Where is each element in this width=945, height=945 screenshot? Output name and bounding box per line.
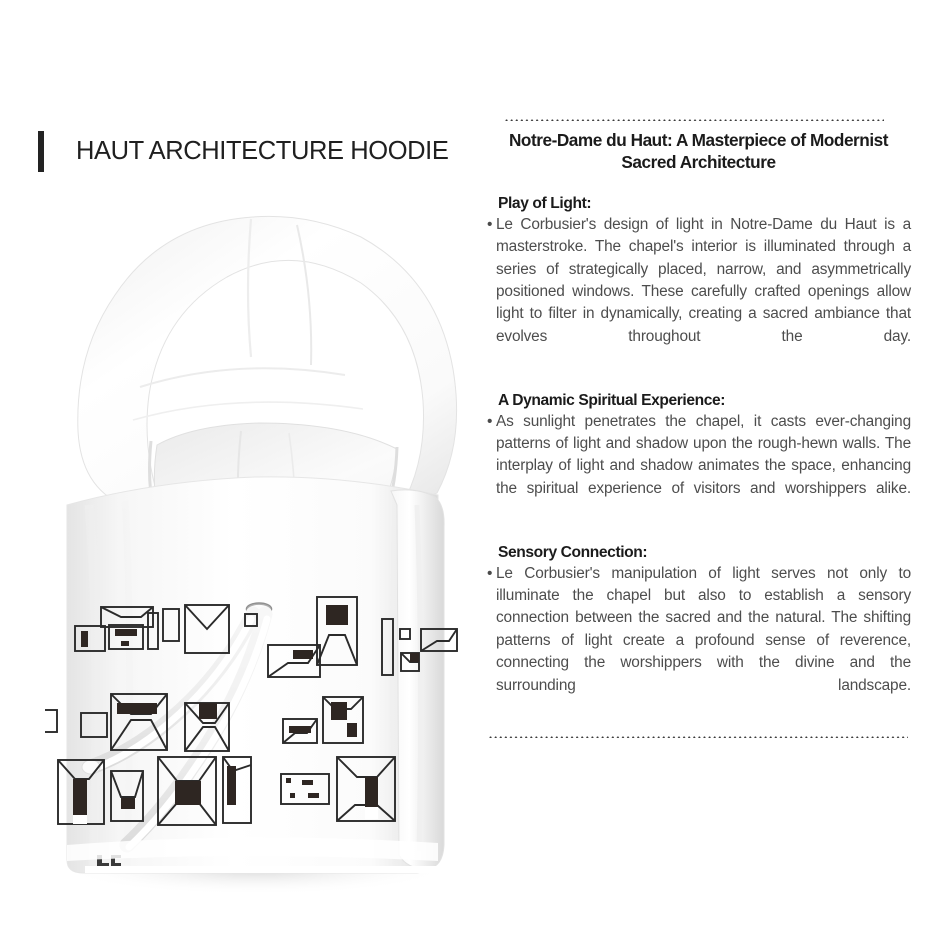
product-image-column xyxy=(0,0,472,945)
bullet-icon: • xyxy=(487,412,493,430)
bullet-icon: • xyxy=(487,215,493,233)
top-dotted-divider xyxy=(504,118,884,121)
product-description-column xyxy=(486,118,911,738)
hoodie-product-photo[interactable] xyxy=(45,205,460,895)
section-title: A Dynamic Spiritual Experience: xyxy=(498,391,726,409)
hoodie-illustration xyxy=(45,205,460,895)
section-body: Le Corbusier's manipulation of light serves not only to illuminate the chapel but also to establish a sensory connection between the sacred and the natural. The shifting patterns of light create a profound sense of reverence, connecting the worshippers with the divine and the surrounding landscape. xyxy=(496,564,911,694)
section-body: Le Corbusier's design of light in Notre-Dame du Haut is a masterstroke. The chapel's interior is illuminated through a series of strategically placed, narrow, and asymmetrically positioned windows. These carefully crafted openings allow light to filter in dynamically, creating a sacred ambiance that evolves throughout the day. xyxy=(496,215,911,345)
description-section-dynamic-spiritual-experience xyxy=(486,392,911,523)
bullet-icon: • xyxy=(487,564,493,582)
bullet-item xyxy=(486,563,911,720)
product-title-text: HAUT ARCHITECTURE HOODIE xyxy=(76,137,449,165)
description-section-sensory-connection xyxy=(486,544,911,720)
section-title: Play of Light: xyxy=(498,194,592,212)
page-title xyxy=(38,131,448,172)
description-section-play-of-light xyxy=(486,195,911,371)
section-body: As sunlight penetrates the chapel, it casts ever-changing patterns of light and shadow upon the rough-hewn walls. The interplay of light and shadow animates the space, enhancing the spiritual experience of visitors and worshippers alike. xyxy=(496,412,911,497)
panel-heading: Notre-Dame du Haut: A Masterpiece of Modernist Sacred Architecture xyxy=(508,130,889,172)
bottom-dotted-divider xyxy=(488,735,908,738)
title-accent-bar xyxy=(38,131,44,172)
bullet-item xyxy=(486,214,911,371)
bullet-item xyxy=(486,411,911,523)
section-title: Sensory Connection: xyxy=(498,543,648,561)
